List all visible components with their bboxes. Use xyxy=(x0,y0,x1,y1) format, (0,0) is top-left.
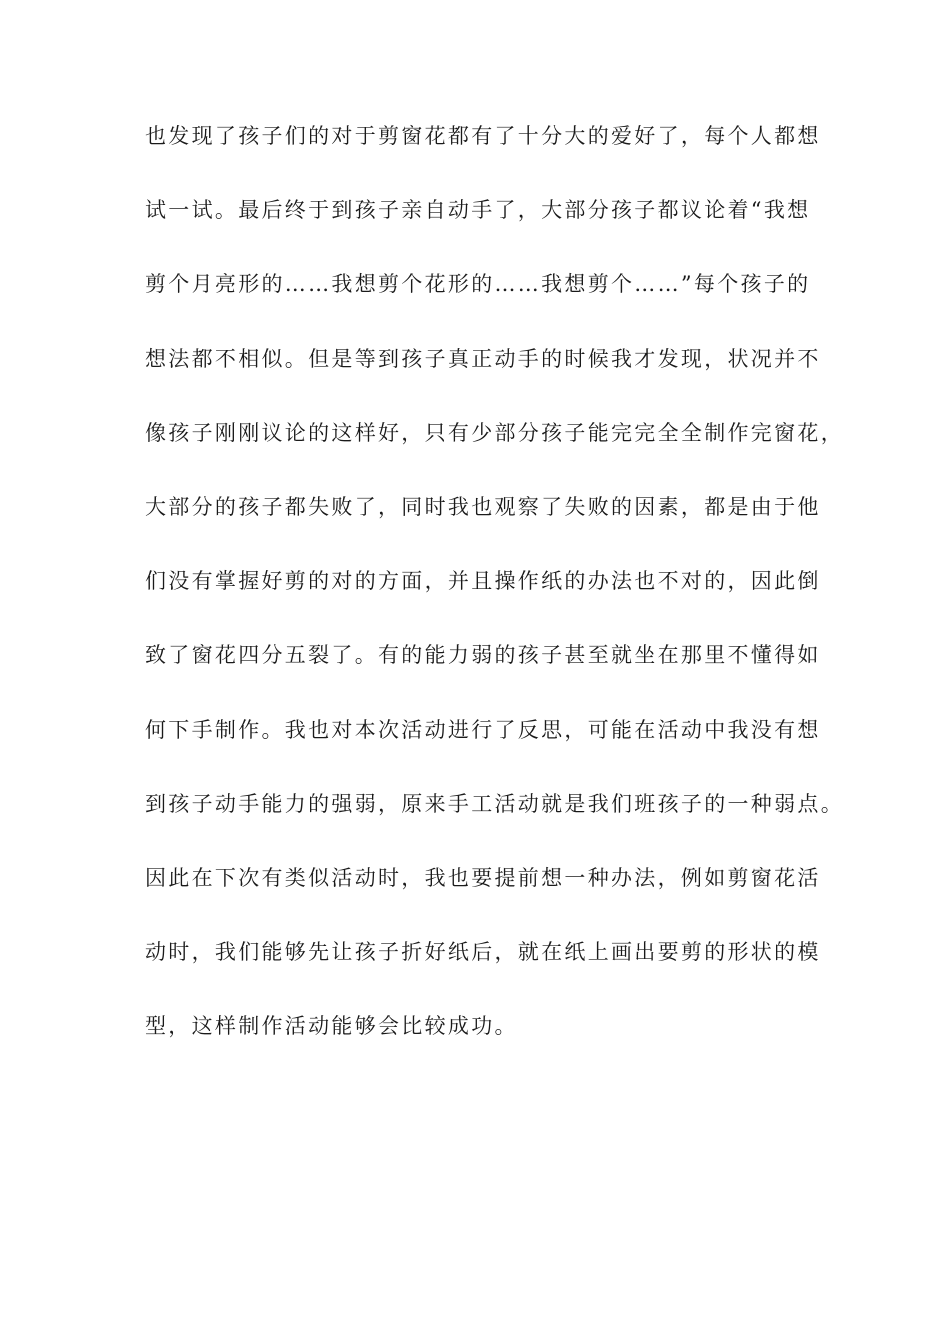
text-line: 型，这样制作活动能够会比较成功。 xyxy=(145,1014,518,1039)
text-line: 大部分的孩子都失败了，同时我也观察了失败的因素，都是由于他 xyxy=(145,494,821,519)
text-line: 试一试。最后终于到孩子亲自动手了，大部分孩子都议论着“我想 xyxy=(145,198,811,223)
text-line: 因此在下次有类似活动时，我也要提前想一种办法，例如剪窗花活 xyxy=(145,865,821,890)
body-paragraph xyxy=(145,116,844,1080)
text-line: 动时，我们能够先让孩子折好纸后，就在纸上画出要剪的形状的模 xyxy=(145,940,821,965)
text-line: 致了窗花四分五裂了。有的能力弱的孩子甚至就坐在那里不懂得如 xyxy=(145,643,821,668)
text-line: 何下手制作。我也对本次活动进行了反思，可能在活动中我没有想 xyxy=(145,717,821,742)
text-line: 剪个月亮形的……我想剪个花形的……我想剪个……”每个孩子的 xyxy=(145,272,811,297)
text-line: 像孩子刚刚议论的这样好，只有少部分孩子能完完全全制作完窗花， xyxy=(145,420,844,445)
text-line: 也发现了孩子们的对于剪窗花都有了十分大的爱好了，每个人都想 xyxy=(145,124,821,148)
text-line: 们没有掌握好剪的对的方面，并且操作纸的办法也不对的，因此倒 xyxy=(145,569,821,594)
text-line: 到孩子动手能力的强弱，原来手工活动就是我们班孩子的一种弱点。 xyxy=(145,791,844,816)
text-line: 想法都不相似。但是等到孩子真正动手的时候我才发现，状况并不 xyxy=(145,346,821,371)
